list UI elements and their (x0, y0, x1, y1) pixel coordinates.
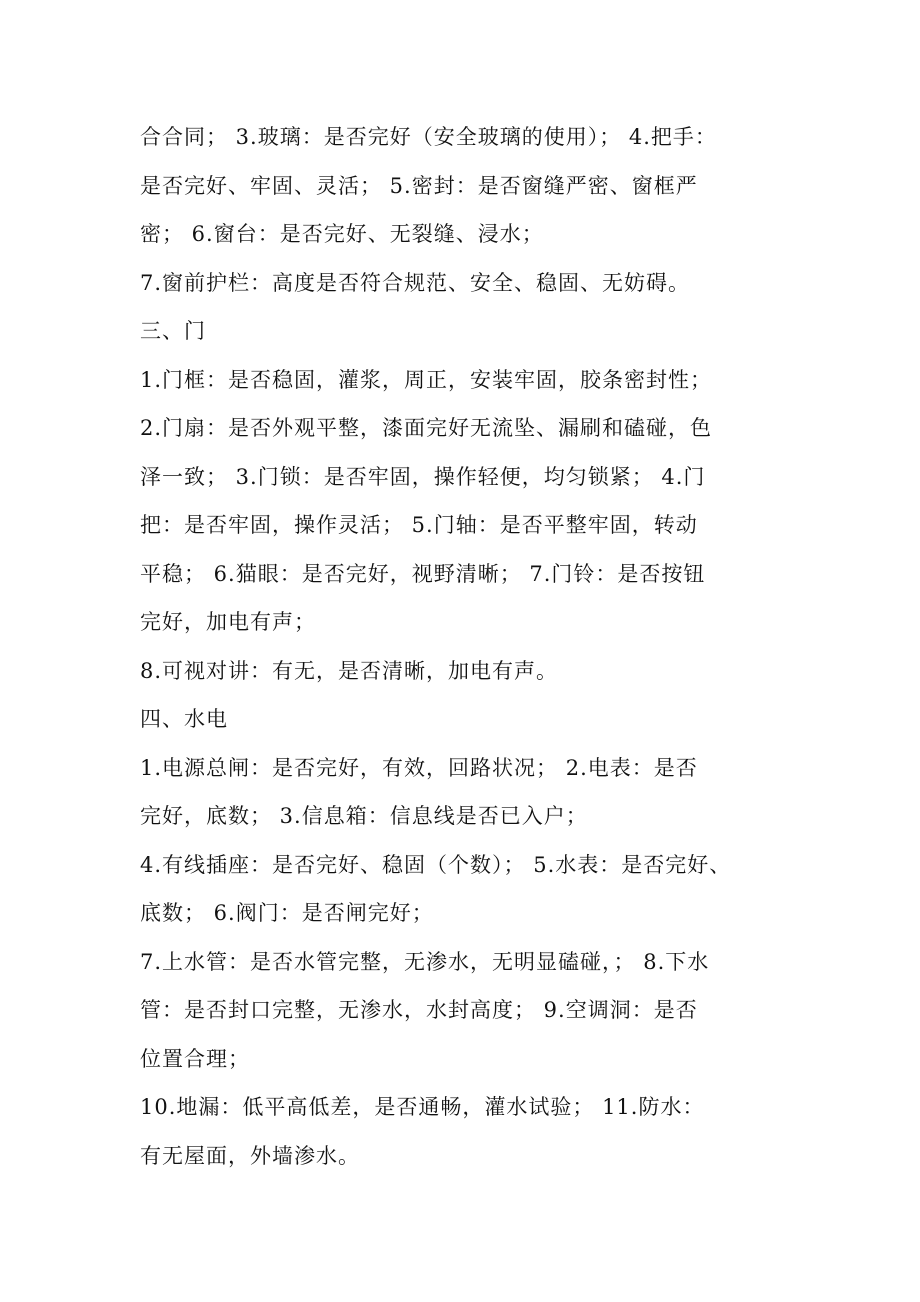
text-line: 平稳； 6.猫眼：是否完好，视野清晰； 7.门铃：是否按钮 (140, 561, 706, 586)
text-line: 合合同； 3.玻璃：是否完好（安全玻璃的使用）； 4.把手： (140, 125, 717, 149)
text-line: 是否完好、牢固、灵活； 5.密封：是否窗缝严密、窗框严 (140, 173, 698, 198)
text-line: 管：是否封口完整，无渗水，水封高度； 9.空调洞：是否 (140, 998, 698, 1022)
text-line: 泽一致； 3.门锁：是否牢固，操作轻便，均匀锁紧； 4.门 (140, 464, 706, 489)
section-heading: 三、门 (140, 319, 206, 343)
text-line: 1.电源总闸：是否完好，有效，回路状况； 2.电表：是否 (140, 755, 698, 780)
text-line: 位置合理； (140, 1046, 250, 1071)
text-line: 2.门扇：是否外观平整，漆面完好无流坠、漏刷和磕碰，色 (140, 416, 713, 440)
text-line: 1.门框：是否稳固，灌浆，周正，安装牢固，胶条密封性； (140, 367, 713, 392)
section-heading: 四、水电 (140, 707, 228, 731)
document-body (140, 113, 790, 1180)
text-line: 底数； 6.阀门：是否闸完好； (140, 901, 434, 925)
text-line: 4.有线插座：是否完好、稳固（个数）； 5.水表：是否完好、 (140, 852, 732, 877)
text-line: 有无屋面，外墙渗水。 (140, 1143, 360, 1168)
text-line: 7.窗前护栏：高度是否符合规范、安全、稳固、无妨碍。 (140, 270, 691, 295)
text-line: 完好，加电有声； (140, 610, 316, 634)
text-line: 完好，底数； 3.信息箱：信息线是否已入户； (140, 804, 588, 828)
text-line: 密； 6.窗台：是否完好、无裂缝、浸水； (140, 222, 544, 246)
text-line: 7.上水管：是否水管完整，无渗水，无明显磕碰，； 8.下水 (140, 949, 710, 974)
text-line: 8.可视对讲：有无，是否清晰，加电有声。 (140, 658, 559, 683)
text-line: 10.地漏：低平高低差，是否通畅，灌水试验； 11.防水： (140, 1095, 705, 1119)
text-line: 把：是否牢固，操作灵活； 5.门轴：是否平整牢固，转动 (140, 513, 698, 537)
